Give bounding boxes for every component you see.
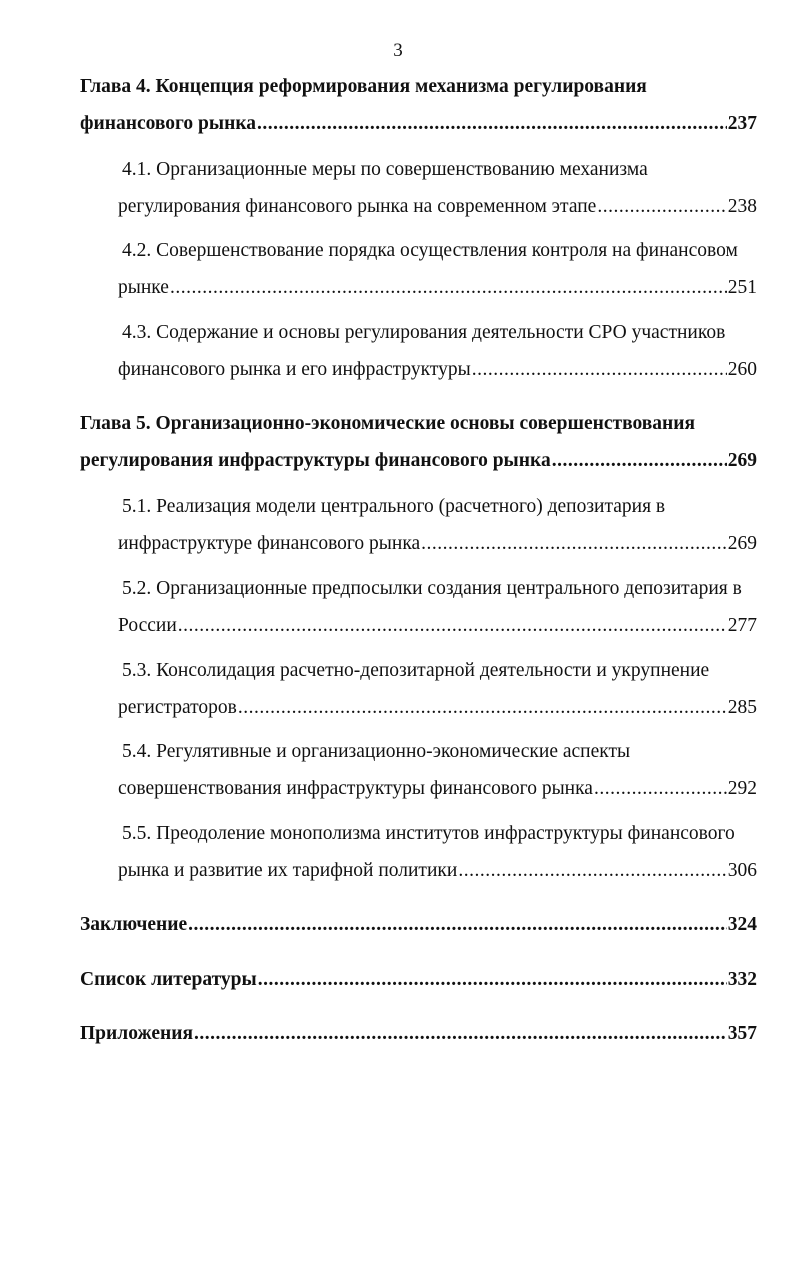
toc-entry-page: 238 — [727, 196, 757, 217]
toc-entry-page: 357 — [727, 1023, 757, 1044]
toc-entry-page: 277 — [727, 615, 757, 636]
toc-entry-title-cont: рынка и развитие их тарифной политики — [118, 860, 458, 881]
toc-entry-chapter-5 — [80, 405, 757, 479]
toc-entry-leader-row — [118, 525, 757, 562]
toc-entry-title-cont: финансового рынка и его инфраструктуры — [118, 359, 471, 380]
toc-entry-title: 5.3. Консолидация расчетно-депозитарной деятельности и укрупнение — [122, 660, 710, 681]
toc-entry-page: 269 — [727, 450, 757, 471]
toc-entry-leader-row — [118, 689, 757, 726]
toc-entry-leader-row — [80, 105, 757, 142]
toc-entry-page: 237 — [727, 113, 757, 134]
toc-entry-leader-row — [118, 607, 757, 644]
toc-entry-title: 5.1. Реализация модели центрального (расчетного) депозитария в — [122, 496, 666, 517]
toc-entry-page: 285 — [727, 697, 757, 718]
toc-entry-page: 306 — [727, 860, 757, 881]
dot-leader — [597, 188, 726, 225]
toc-entry-title: 5.5. Преодоление монополизма институтов инфраструктуры финансового — [122, 823, 735, 844]
toc-entry-chapter-4 — [80, 68, 757, 142]
toc-entry-title: 5.4. Регулятивные и организационно-экономические аспекты — [122, 741, 631, 762]
toc-entry-title-cont: регулирования инфраструктуры финансового рынка — [80, 450, 551, 471]
toc-entry-title-cont: финансового рынка — [80, 113, 257, 134]
toc-entry-section-5-1 — [118, 488, 757, 562]
dot-leader — [458, 852, 726, 889]
toc-entry-title: Заключение — [80, 914, 188, 935]
dot-leader — [238, 689, 727, 726]
toc-entry-section-4-1 — [118, 151, 757, 225]
toc-entry-leader-row — [80, 442, 757, 479]
toc-entry-bibliography — [80, 961, 757, 998]
toc-entry-title-cont: регистраторов — [118, 697, 237, 718]
dot-leader — [258, 961, 727, 998]
toc-entry-conclusion — [80, 906, 757, 943]
toc-entry-title: Приложения — [80, 1023, 194, 1044]
dot-leader — [178, 607, 727, 644]
dot-leader — [257, 105, 727, 142]
toc-entry-page: 292 — [727, 778, 757, 799]
dot-leader — [194, 1015, 727, 1052]
toc-entry-appendices — [80, 1015, 757, 1052]
dot-leader — [472, 351, 727, 388]
page-number: 3 — [393, 40, 403, 61]
toc-entry-title: 5.2. Организационные предпосылки создания центрального депозитария в — [122, 578, 742, 599]
toc-entry-section-4-2 — [118, 232, 757, 306]
toc-entry-title: Глава 4. Концепция реформирования механизма регулирования — [80, 76, 647, 97]
dot-leader — [188, 906, 727, 943]
toc-entry-page: 269 — [727, 533, 757, 554]
toc-entry-title-cont: совершенствования инфраструктуры финансового рынка — [118, 778, 593, 799]
dot-leader — [552, 442, 727, 479]
toc-entry-title: Глава 5. Организационно-экономические основы совершенствования — [80, 413, 696, 434]
toc-entry-title: 4.3. Содержание и основы регулирования деятельности СРО участников — [122, 322, 726, 343]
toc-entry-leader-row — [80, 1015, 757, 1052]
toc-entry-title-cont: России — [118, 615, 177, 636]
toc-entry-leader-row — [118, 269, 757, 306]
dot-leader — [594, 770, 727, 807]
toc-entry-leader-row — [118, 852, 757, 889]
toc-entry-page: 324 — [727, 914, 757, 935]
toc-entry-section-5-4 — [118, 733, 757, 807]
toc-entry-title-cont: рынке — [118, 277, 169, 298]
toc-entry-leader-row — [118, 351, 757, 388]
toc-entry-section-5-2 — [118, 570, 757, 644]
toc-entry-leader-row — [80, 906, 757, 943]
toc-entry-title-cont: регулирования финансового рынка на современном этапе — [118, 196, 597, 217]
dot-leader — [170, 269, 727, 306]
dot-leader — [421, 525, 727, 562]
toc-entry-title: 4.1. Организационные меры по совершенствованию механизма — [122, 159, 648, 180]
toc-entry-page: 251 — [727, 277, 757, 298]
toc-entry-title-cont: инфраструктуре финансового рынка — [118, 533, 421, 554]
toc-entry-page: 260 — [727, 359, 757, 380]
toc-entry-section-5-5 — [118, 815, 757, 889]
toc-entry-section-4-3 — [118, 314, 757, 388]
toc-entry-section-5-3 — [118, 652, 757, 726]
toc-entry-title: Список литературы — [80, 969, 257, 990]
toc-entry-leader-row — [80, 961, 757, 998]
toc-entry-title: 4.2. Совершенствование порядка осуществления контроля на финансовом — [122, 240, 738, 261]
toc-entry-page: 332 — [727, 969, 757, 990]
toc-entry-leader-row — [118, 188, 757, 225]
toc-entry-leader-row — [118, 770, 757, 807]
